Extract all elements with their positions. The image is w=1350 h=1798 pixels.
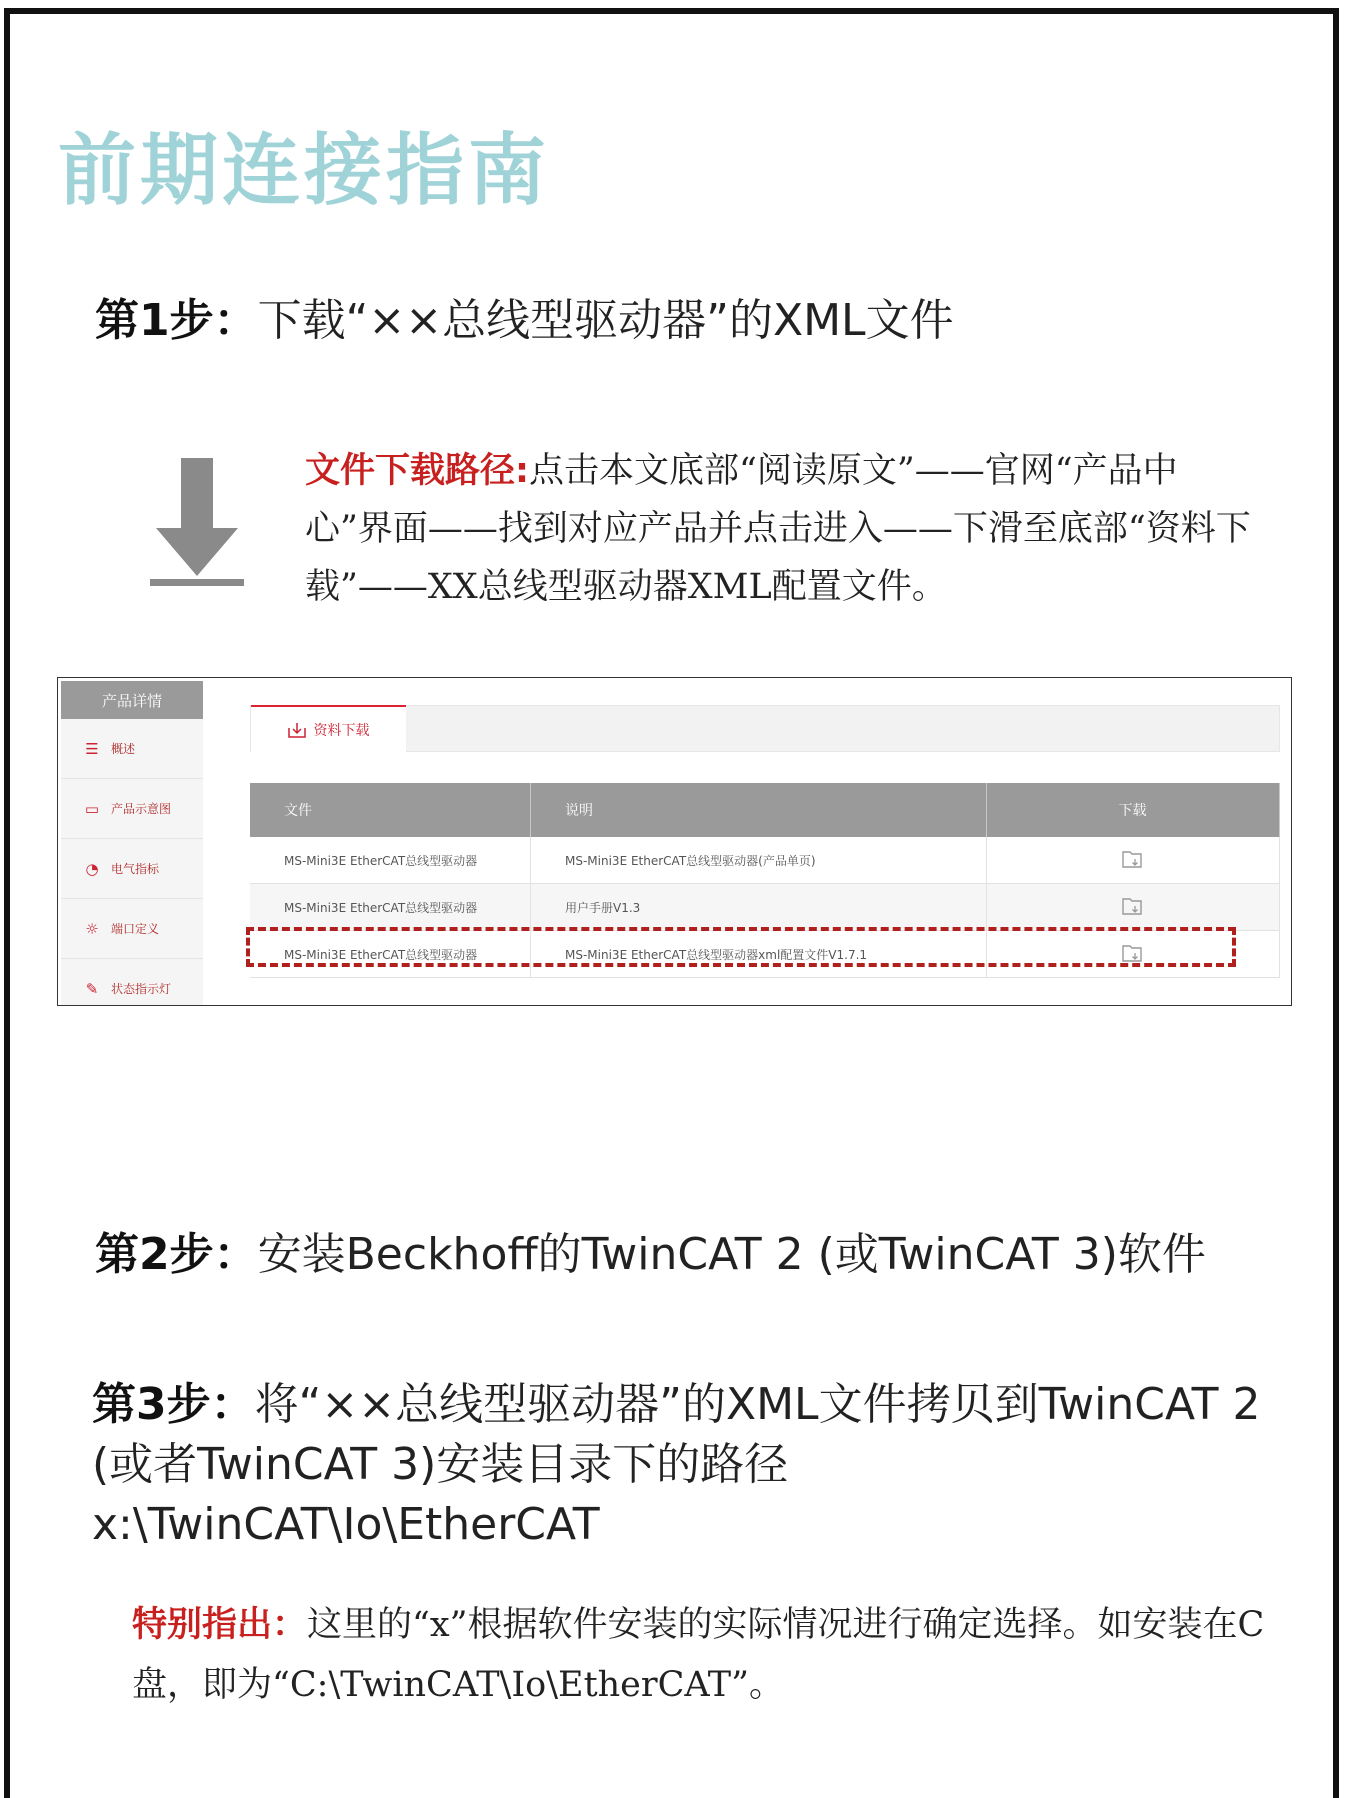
table-row bbox=[250, 884, 1280, 931]
tab-bar bbox=[250, 705, 1280, 752]
sidebar-item-overview[interactable] bbox=[61, 719, 203, 779]
window-icon: ▭ bbox=[84, 799, 100, 818]
special-note bbox=[132, 1595, 1282, 1715]
step-3-text: 将“××总线型驱动器”的XML文件拷贝到TwinCAT 2 (或者TwinCAT 3)安装目录下的路径x:\TwinCAT\Io\EtherCAT bbox=[92, 1379, 1261, 1550]
step-2 bbox=[95, 1218, 1206, 1282]
page-title: 前期连接指南 bbox=[58, 126, 551, 216]
column-header: 文件 bbox=[250, 783, 531, 837]
sidebar-item-label: 端口定义 bbox=[111, 922, 160, 936]
desc-cell: 用户手册V1.3 bbox=[531, 884, 987, 931]
folder-download-icon[interactable] bbox=[1121, 848, 1145, 870]
step-3-label: 第3步： bbox=[92, 1379, 255, 1430]
sidebar-item-label: 概述 bbox=[111, 742, 136, 756]
download-tray-icon bbox=[288, 722, 306, 738]
sidebar-item-label: 电气指标 bbox=[111, 862, 160, 876]
download-arrow-icon bbox=[150, 458, 244, 604]
step-2-label: 第2步： bbox=[95, 1229, 258, 1280]
sidebar-item-status-led[interactable] bbox=[61, 959, 203, 1006]
step-1-label: 第1步： bbox=[95, 295, 258, 346]
step-3 bbox=[92, 1375, 1272, 1555]
table-row bbox=[250, 837, 1280, 884]
table-header bbox=[250, 783, 1280, 837]
download-path-instructions bbox=[305, 442, 1265, 616]
note-text: 这里的“x”根据软件安装的实际情况进行确定选择。如安装在C盘，即为“C:\TwinCAT\Io\EtherCAT”。 bbox=[132, 1605, 1265, 1705]
sun-icon: ☼ bbox=[85, 919, 99, 938]
step-1-text: 下载“××总线型驱动器”的XML文件 bbox=[257, 295, 954, 346]
sidebar-item-label: 产品示意图 bbox=[111, 802, 172, 816]
tab-label: 资料下载 bbox=[313, 722, 370, 739]
sidebar-title: 产品详情 bbox=[61, 681, 203, 719]
list-icon: ☰ bbox=[85, 739, 99, 758]
file-cell: MS-Mini3E EtherCAT总线型驱动器 bbox=[250, 884, 531, 931]
note-lead: 特别指出： bbox=[132, 1605, 308, 1645]
column-header: 下载 bbox=[987, 783, 1280, 837]
file-cell: MS-Mini3E EtherCAT总线型驱动器 bbox=[250, 837, 531, 884]
download-cell bbox=[987, 884, 1280, 931]
gauge-icon: ◔ bbox=[85, 859, 99, 878]
website-screenshot bbox=[57, 677, 1292, 1006]
file-cell: MS-Mini3E EtherCAT总线型驱动器 bbox=[250, 931, 531, 978]
step-2-text: 安装Beckhoff的TwinCAT 2 (或TwinCAT 3)软件 bbox=[257, 1229, 1206, 1280]
download-path-lead: 文件下载路径: bbox=[305, 451, 529, 491]
sidebar-item-ports[interactable] bbox=[61, 899, 203, 959]
folder-download-icon[interactable] bbox=[1121, 895, 1145, 917]
column-header: 说明 bbox=[531, 783, 987, 837]
sidebar-item-electrical[interactable] bbox=[61, 839, 203, 899]
desc-cell: MS-Mini3E EtherCAT总线型驱动器xml配置文件V1.7.1 bbox=[531, 931, 987, 978]
tab-downloads[interactable] bbox=[251, 705, 406, 752]
sidebar-item-diagram[interactable] bbox=[61, 779, 203, 839]
highlight-box bbox=[246, 927, 1236, 967]
step-1 bbox=[95, 284, 954, 348]
sidebar-nav bbox=[61, 719, 203, 1006]
sidebar-item-label: 状态指示灯 bbox=[111, 982, 172, 996]
desc-cell: MS-Mini3E EtherCAT总线型驱动器(产品单页) bbox=[531, 837, 987, 884]
wrench-icon: ✎ bbox=[85, 979, 99, 998]
download-path-text: 点击本文底部“阅读原文”——官网“产品中心”界面——找到对应产品并点击进入——下滑至底部“资料下载”——XX总线型驱动器XML配置文件。 bbox=[305, 451, 1251, 607]
download-cell bbox=[987, 837, 1280, 884]
